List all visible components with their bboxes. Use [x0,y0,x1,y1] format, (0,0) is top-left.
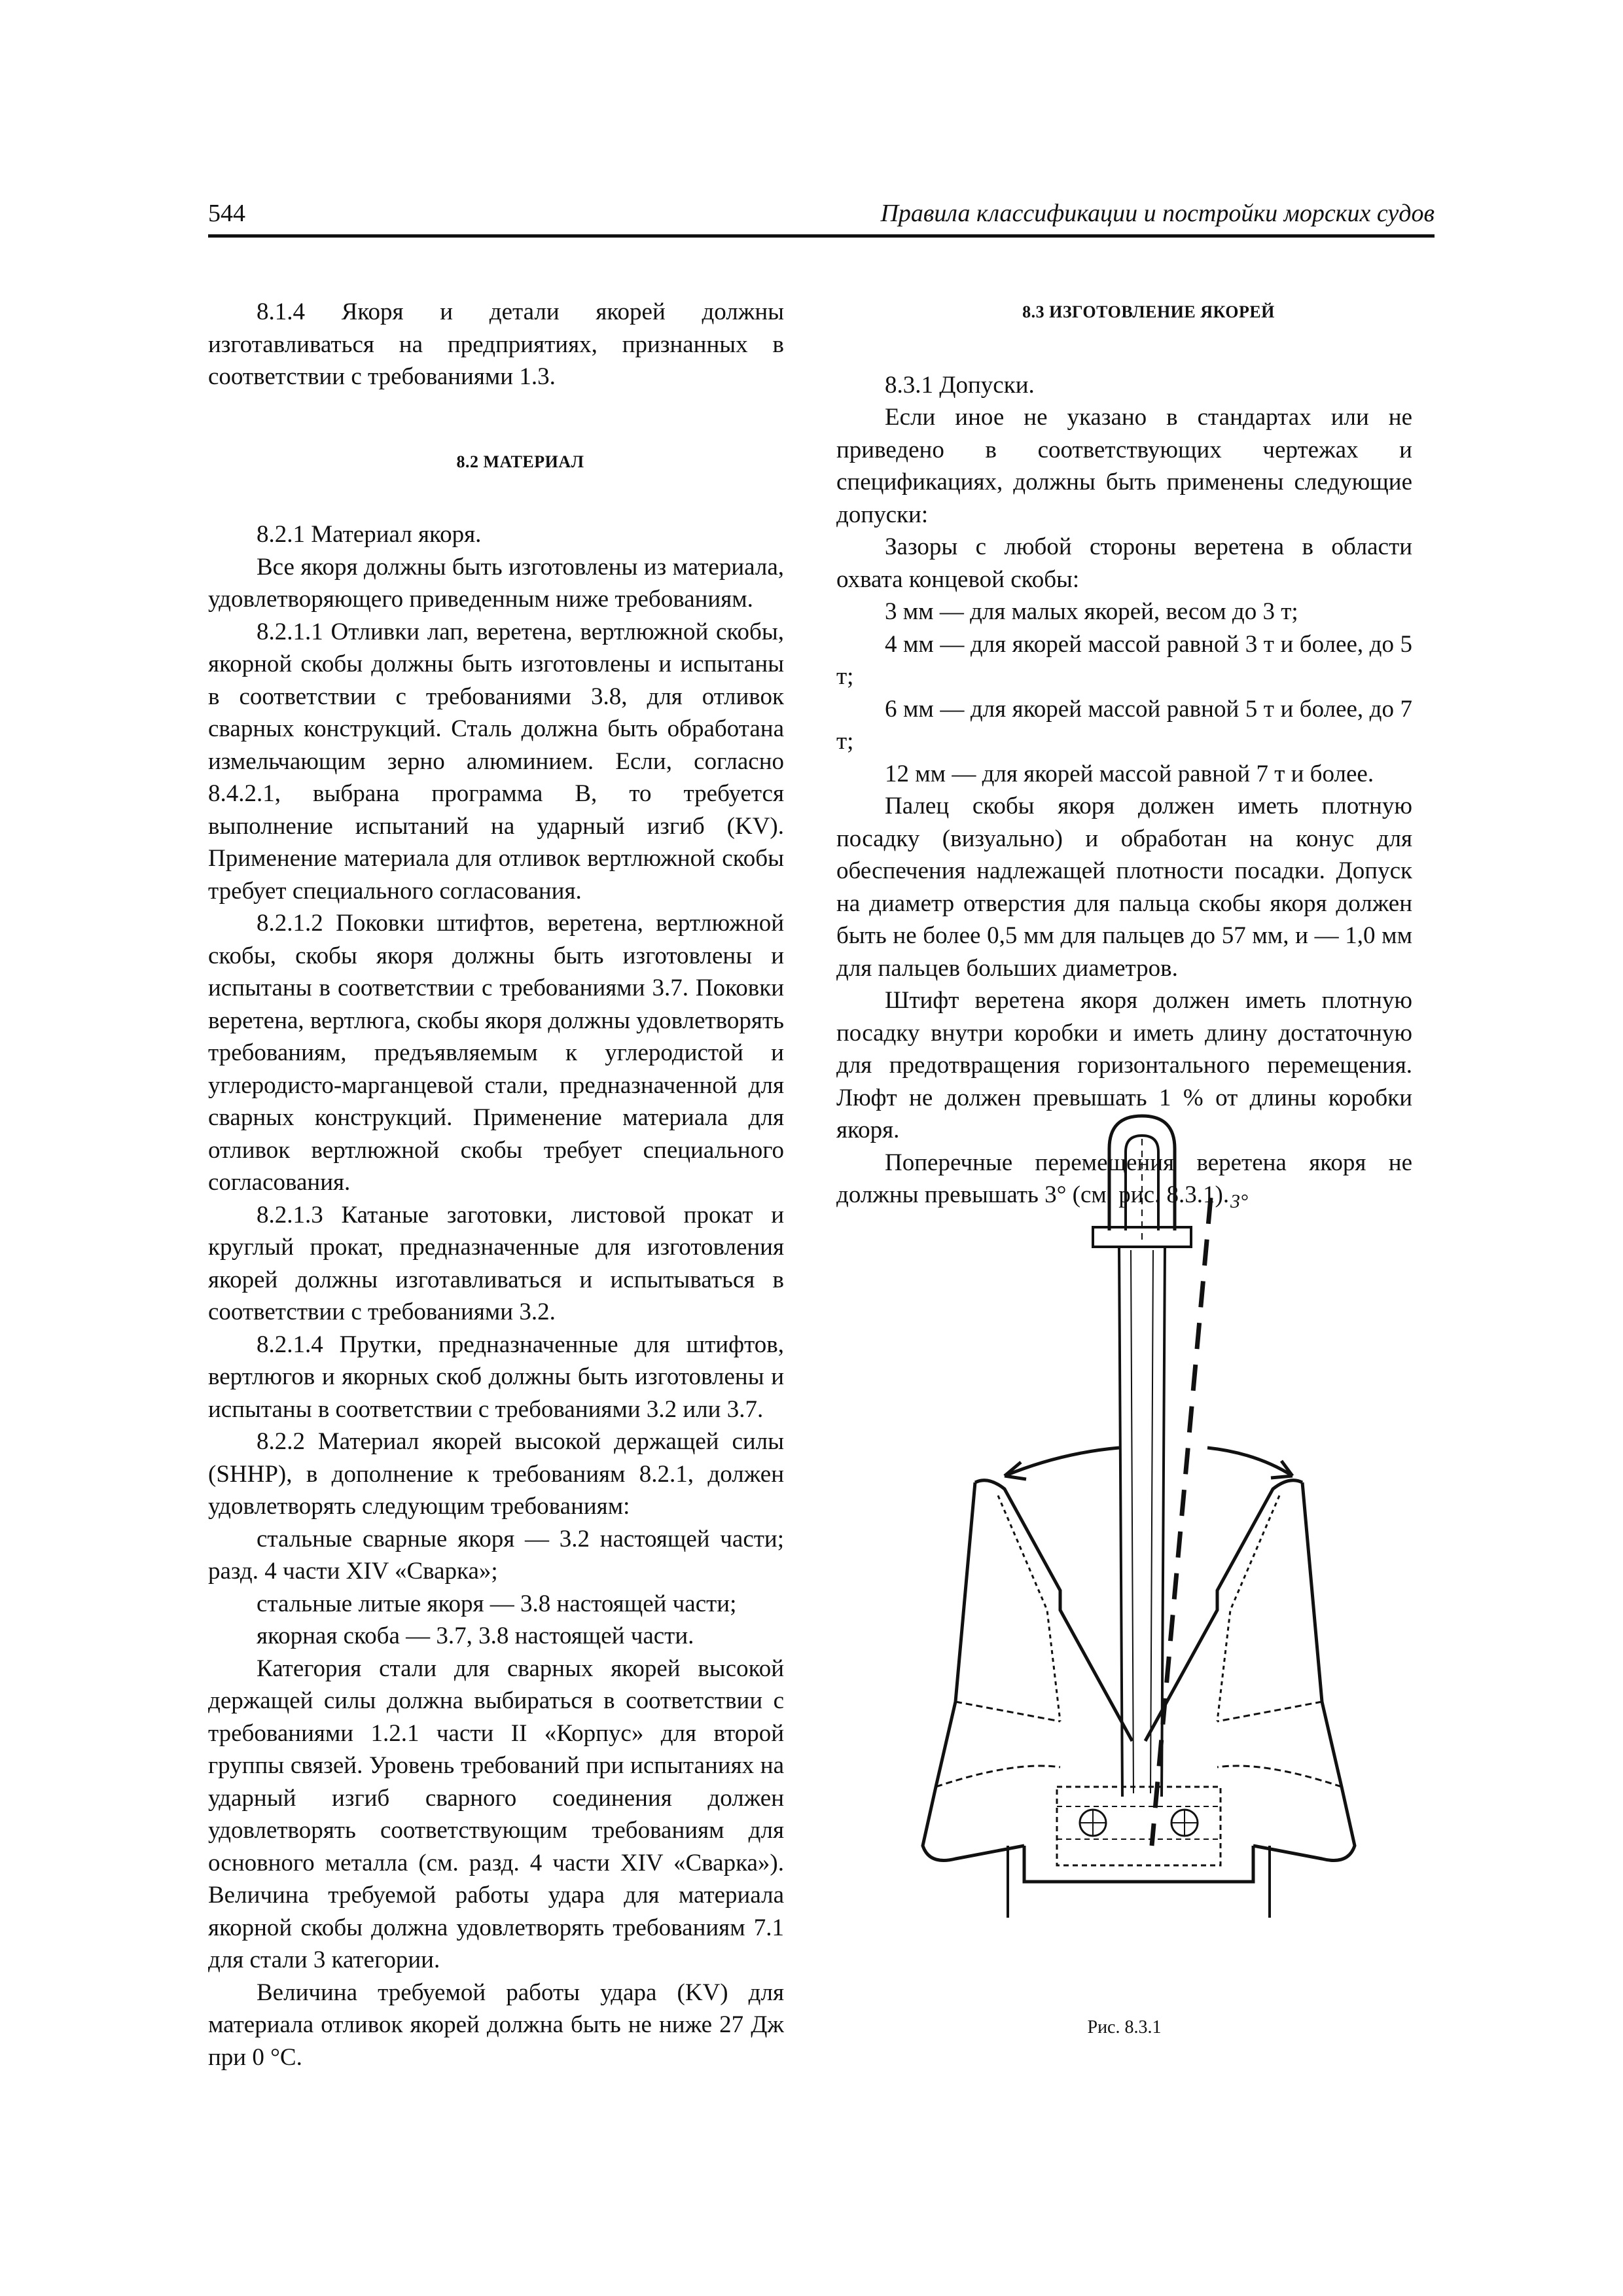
section-heading-8-3: 8.3 ИЗГОТОВЛЕНИЕ ЯКОРЕЙ [1022,302,1275,321]
paragraph-unless: Если иное не указано в стандартах или не приведено в соответствующих чертежах и спецификациях, должны быть применены следующие допуски: [836,404,1412,528]
paragraph-all-anchors: Все якоря должны быть изготовлены из материала, удовлетворяющего приведенным ниже требованиям. [208,553,784,613]
figure-caption: Рис. 8.3.1 [1087,2017,1162,2037]
anchor-figure [844,1113,1433,1964]
left-column [208,296,784,2073]
page-number: 544 [208,200,245,227]
section-heading-8-2: 8.2 МАТЕРИАЛ [456,452,584,471]
paragraph-cross-movement: Поперечные перемещения веретена якоря не должны превышать 3° (см. рис. 8.3.1). [836,1149,1412,1208]
paragraph-shackle-pin: Палец скобы якоря должен иметь плотную посадку (визуально) и обработан на конус для обеспечения надлежащей плотности посадки. Допуск на диаметр отверстия для пальца скобы якоря должен быть не более 0,5 мм для пальцев до 57 мм, и — 1,0 мм для пальцев больших диаметров. [836,793,1412,982]
list-item-shackle: якорная скоба — 3.7, 3.8 настоящей части. [257,1623,694,1649]
tolerance-item-1: 3 мм — для малых якорей, весом до 3 т; [885,598,1298,625]
paragraph-8-1-4: 8.1.4 Якоря и детали якорей должны изготавливаться на предприятиях, признанных в соответствии с требованиями 1.3. [208,298,784,390]
paragraph-gaps: Зазоры с любой стороны веретена в области охвата концевой скобы: [836,533,1412,593]
paragraph-shank-pin: Штифт веретена якоря должен иметь плотную посадку внутри коробки и иметь длину достаточную для предотвращения горизонтального перемещения. Люфт не должен превышать 1 % от длины коробки якоря. [836,987,1412,1143]
paragraph-steel-category: Категория стали для сварных якорей высокой держащей силы должна выбираться в соответствии с требованиями 1.2.1 части II «Корпус» для второй группы связей. Уровень требований при испытаниях на ударный изгиб сварного соединения должен удовлетворять соответствующим требованиям для основного металла (см. разд. 4 части XIV «Сварка»). Величина требуемой работы удара для материала якорной скобы должна удовлетворять требованиям 7.1 для стали 3 категории. [208,1655,784,1973]
list-item-welded: стальные сварные якоря — 3.2 настоящей части; разд. 4 части XIV «Сварка»; [208,1525,784,1585]
paragraph-8-2-1-1: 8.2.1.1 Отливки лап, веретена, вертлюжной скобы, якорной скобы должны быть изготовлены и испытаны в соответствии с требованиями 3.8, для отливок сварных конструкций. Сталь должна быть обработана измельчающим зерно алюминием. Если, согласно 8.4.2.1, выбрана программа В, то требуется выполнение испытаний на ударный изгиб (KV). Применение материала для отливок вертлюжной скобы требует специального согласования. [208,618,784,905]
running-title: Правила классификации и постройки морских судов [880,200,1435,227]
paragraph-8-2-1-3: 8.2.1.3 Катаные заготовки, листовой прокат и круглый прокат, предназначенные для изготовления якорей должны изготавливаться и испытываться в соответствии с требованиями 3.2. [208,1201,784,1325]
paragraph-8-2-2: 8.2.2 Материал якорей высокой держащей силы (SHHP), в дополнение к требованиям 8.2.1, должен удовлетворять следующим требованиям: [208,1428,784,1520]
tolerance-item-4: 12 мм — для якорей массой равной 7 т и более. [885,760,1374,787]
paragraph-8-2-1-2: 8.2.1.2 Поковки штифтов, веретена, вертлюжной скобы, скобы якоря должны быть изготовлены и испытаны в соответствии с требованиями 3.7. Поковки веретена, вертлюга, скобы якоря должны удовлетворять требованиям, предъявляемым к углеродистой и углеродисто-марганцевой стали, предназначенной для сварных конструкций. Применение материала для отливок вертлюжной скобы требует специального согласования. [208,910,784,1196]
subheading-8-3-1: 8.3.1 Допуски. [885,371,1035,399]
figure-angle-label: 3° [1230,1191,1248,1212]
page-header [208,196,1435,238]
list-item-cast: стальные литые якоря — 3.8 настоящей части; [257,1590,737,1617]
paragraph-impact-energy: Величина требуемой работы удара (KV) для материала отливок якорей должна быть не ниже 27 Дж при 0 °С. [208,1979,784,2071]
subheading-8-2-1: 8.2.1 Материал якоря. [257,521,482,548]
tolerance-item-2: 4 мм — для якорей массой равной 3 т и более, до 5 т; [836,630,1412,690]
right-column [836,296,1412,1211]
paragraph-8-2-1-4: 8.2.1.4 Прутки, предназначенные для штифтов, вертлюгов и якорных скоб должны быть изготовлены и испытаны в соответствии с требованиями 3.2 или 3.7. [208,1331,784,1423]
tolerance-item-3: 6 мм — для якорей массой равной 5 т и более, до 7 т; [836,695,1412,755]
